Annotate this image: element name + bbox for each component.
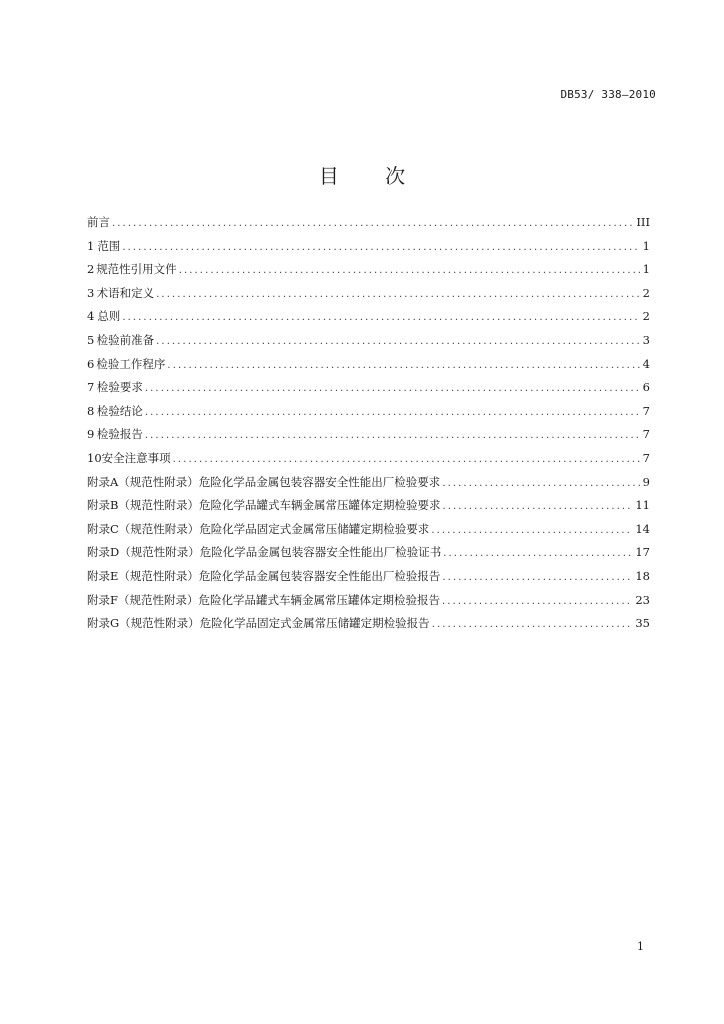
dot-leader [443, 548, 632, 559]
toc-entry-label: 总则 [97, 309, 121, 324]
toc-entry-annex-e[interactable] [87, 568, 650, 592]
toc-entry-page: III [636, 215, 650, 229]
dot-leader [156, 289, 640, 300]
annex-designation: 附录F（规范性附录） [87, 592, 199, 607]
annex-designation: 附录D（规范性附录） [87, 545, 200, 560]
toc-entry-page: 3 [642, 332, 650, 347]
toc-entry-label: 危险化学品固定式金属常压储罐定期检验报告 [199, 616, 430, 631]
table-of-contents [87, 214, 650, 639]
toc-entry-label: 危险化学品罐式车辆金属常压罐体定期检验报告 [198, 592, 440, 607]
toc-entry-number: 5 [87, 332, 95, 347]
dot-leader [442, 572, 632, 583]
toc-entry-annex-c[interactable] [87, 521, 650, 545]
toc-entry-annex-g[interactable] [87, 615, 650, 639]
toc-entry-1[interactable] [87, 238, 650, 262]
toc-entry-label: 检验报告 [96, 427, 143, 442]
page-number: 1 [637, 940, 644, 953]
toc-entry-label: 前言 [87, 215, 110, 229]
annex-designation: 附录B（规范性附录） [87, 498, 199, 513]
dot-leader [431, 525, 632, 536]
annex-designation: 附录A（规范性附录） [87, 474, 199, 489]
toc-entry-label: 检验结论 [96, 403, 143, 418]
toc-entry-label: 危险化学品金属包装容器安全性能出厂检验证书 [199, 545, 442, 560]
toc-entry-page: 9 [642, 474, 650, 489]
toc-entry-number: 6 [87, 356, 95, 371]
toc-entry-page: 11 [635, 498, 650, 513]
toc-entry-number: 4 [87, 309, 95, 324]
annex-designation: 附录E（规范性附录） [87, 568, 199, 583]
toc-entry-label: 范围 [97, 238, 121, 253]
toc-entry-number: 7 [87, 380, 95, 395]
toc-entry-number: 2 [87, 262, 95, 277]
document-code: DB53/ 338—2010 [560, 88, 656, 101]
dot-leader [173, 454, 640, 465]
dot-leader [442, 596, 632, 607]
dot-leader [179, 265, 640, 276]
toc-entry-annex-b[interactable] [87, 497, 650, 521]
toc-entry-page: 2 [642, 309, 650, 324]
toc-entry-page: 18 [635, 568, 650, 583]
toc-entry-label: 术语和定义 [96, 285, 155, 300]
dot-leader [112, 218, 633, 229]
toc-entry-label: 检验工作程序 [96, 356, 166, 371]
dot-leader [432, 619, 633, 630]
toc-entry-label: 危险化学品固定式金属常压储罐定期检验要求 [199, 521, 430, 536]
toc-entry-annex-f[interactable] [87, 592, 650, 616]
toc-entry-4[interactable] [87, 308, 650, 332]
toc-entry-label: 危险化学品罐式车辆金属常压罐体定期检验要求 [198, 498, 441, 513]
toc-entry-page: 4 [642, 356, 650, 371]
page-title: 目 次 [318, 164, 426, 188]
toc-entry-5[interactable] [87, 332, 650, 356]
toc-entry-number: 8 [87, 403, 95, 418]
toc-entry-page: 2 [642, 285, 650, 300]
toc-entry-10[interactable] [87, 450, 650, 474]
toc-entry-page: 1 [642, 238, 650, 253]
toc-entry-page: 7 [642, 427, 650, 442]
toc-entry-annex-d[interactable] [87, 544, 650, 568]
toc-entry-label: 危险化学品金属包装容器安全性能出厂检验要求 [198, 474, 441, 489]
toc-entry-page: 17 [635, 545, 650, 560]
toc-entry-8[interactable] [87, 403, 650, 427]
toc-entry-page: 23 [635, 592, 650, 607]
toc-entry-2[interactable] [87, 261, 650, 285]
toc-entry-page: 7 [642, 403, 650, 418]
dot-leader [122, 312, 639, 323]
toc-entry-number: 3 [87, 285, 95, 300]
toc-entry-7[interactable] [87, 379, 650, 403]
toc-entry-page: 35 [635, 616, 650, 631]
toc-entry-6[interactable] [87, 356, 650, 380]
toc-entry-number: 9 [87, 427, 95, 442]
toc-entry-number: 10 [87, 450, 102, 465]
toc-entry-label: 规范性引用文件 [96, 262, 177, 277]
toc-entry-label: 检验前准备 [96, 332, 155, 347]
toc-entry-page: 1 [642, 262, 650, 277]
annex-designation: 附录C（规范性附录） [87, 521, 200, 536]
dot-leader [122, 242, 639, 253]
toc-entry-3[interactable] [87, 285, 650, 309]
dot-leader [145, 430, 640, 441]
toc-entry-label: 安全注意事项 [101, 450, 171, 465]
dot-leader [442, 501, 632, 512]
toc-entry-9[interactable] [87, 426, 650, 450]
toc-entry-page: 14 [635, 521, 650, 536]
toc-entry-page: 7 [642, 450, 650, 465]
dot-leader [145, 383, 640, 394]
toc-entry-label: 检验要求 [96, 380, 143, 395]
toc-entry-page: 6 [642, 380, 650, 395]
dot-leader [442, 478, 639, 489]
dot-leader [167, 360, 639, 371]
toc-entry-label: 危险化学品金属包装容器安全性能出厂检验报告 [198, 568, 441, 583]
annex-designation: 附录G（规范性附录） [87, 616, 200, 631]
toc-entry-foreword[interactable] [87, 214, 650, 238]
toc-entry-number: 1 [87, 238, 95, 253]
dot-leader [156, 336, 640, 347]
toc-entry-annex-a[interactable] [87, 474, 650, 498]
dot-leader [145, 407, 640, 418]
